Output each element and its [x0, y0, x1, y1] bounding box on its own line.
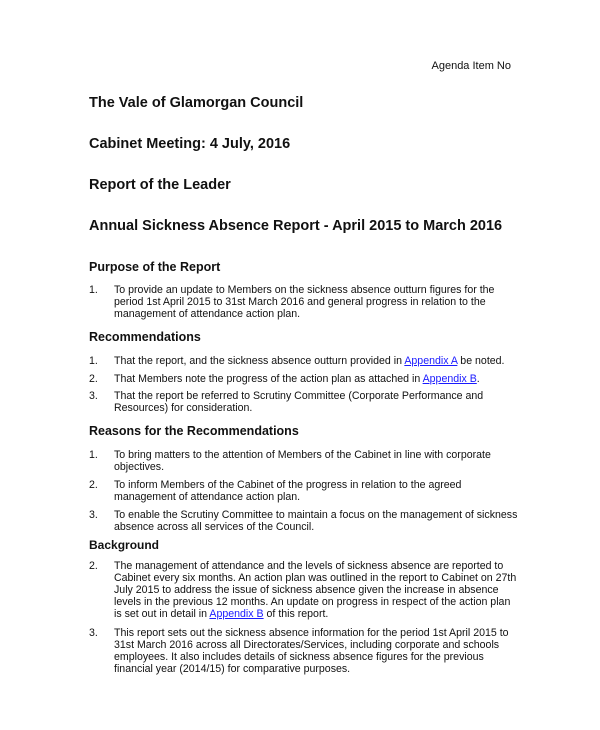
- reason-item: [89, 479, 519, 503]
- text-part: The management of attendance and the levels of sickness absence are reported to Cabinet every six months. An action plan was outlined in the report to Cabinet on 27th July 2015 to address the issue of sickness absence given the increase in absence levels in the previous 12 months. An update on progress in respect of the action plan is set out in detail in: [114, 560, 517, 620]
- text-part: of this report.: [263, 608, 329, 620]
- report-author-title: Report of the Leader: [89, 177, 231, 193]
- reason-item: [89, 509, 519, 533]
- item-number: 2.: [89, 479, 98, 491]
- item-text: To enable the Scrutiny Committee to maintain a focus on the management of sickness absence across all services of the Council.: [114, 509, 518, 533]
- item-number: 3.: [89, 390, 98, 402]
- item-number: 1.: [89, 284, 98, 296]
- purpose-heading: Purpose of the Report: [89, 260, 221, 274]
- report-title: Annual Sickness Absence Report - April 2015 to March 2016: [89, 218, 503, 234]
- text-part: That Members note the progress of the action plan as attached in: [114, 373, 423, 385]
- purpose-item: [89, 284, 519, 320]
- appendix-a-link[interactable]: Appendix A: [404, 355, 458, 367]
- item-text: This report sets out the sickness absence information for the period 1st April 2015 to 31st March 2016 across all Directorates/Services, including corporate and schools employees. It also includes details of sickness absence figures for the previous financial year (2014/15) for comparative purposes.: [114, 627, 509, 675]
- meeting-title: Cabinet Meeting: 4 July, 2016: [89, 136, 291, 152]
- item-text: To bring matters to the attention of Members of the Cabinet in line with corporate objectives.: [114, 449, 491, 473]
- item-number: 1.: [89, 449, 98, 461]
- text-part: .: [476, 373, 480, 385]
- background-item: [89, 560, 519, 620]
- background-heading: Background: [89, 538, 160, 552]
- text-part: That the report, and the sickness absence outturn provided in: [114, 355, 405, 367]
- appendix-b-link[interactable]: Appendix B: [209, 608, 264, 620]
- item-number: 3.: [89, 627, 98, 639]
- text-part: be noted.: [457, 355, 505, 367]
- item-number: 3.: [89, 509, 98, 521]
- item-text: [114, 373, 519, 385]
- item-number: 2.: [89, 560, 98, 572]
- recommendation-item: [89, 390, 519, 414]
- council-title: The Vale of Glamorgan Council: [89, 95, 304, 111]
- item-text: That the report be referred to Scrutiny Committee (Corporate Performance and Resources) for consideration.: [114, 390, 484, 414]
- item-number: 2.: [89, 373, 98, 385]
- reason-item: [89, 449, 519, 473]
- appendix-b-link[interactable]: Appendix B: [422, 373, 477, 385]
- recommendation-item: [89, 373, 519, 385]
- recommendations-heading: Recommendations: [89, 330, 201, 344]
- reasons-heading: Reasons for the Recommendations: [89, 424, 299, 438]
- item-text: To inform Members of the Cabinet of the progress in relation to the agreed management of attendance action plan.: [114, 479, 462, 503]
- background-item: [89, 627, 519, 675]
- item-text: To provide an update to Members on the sickness absence outturn figures for the period 1st April 2015 to 31st March 2016 and general progress in relation to the management of attendance action plan.: [114, 284, 495, 320]
- item-text: [114, 560, 519, 620]
- recommendation-item: [89, 355, 519, 367]
- agenda-item-label: Agenda Item No: [431, 60, 511, 72]
- item-number: 1.: [89, 355, 98, 367]
- item-text: [114, 355, 519, 367]
